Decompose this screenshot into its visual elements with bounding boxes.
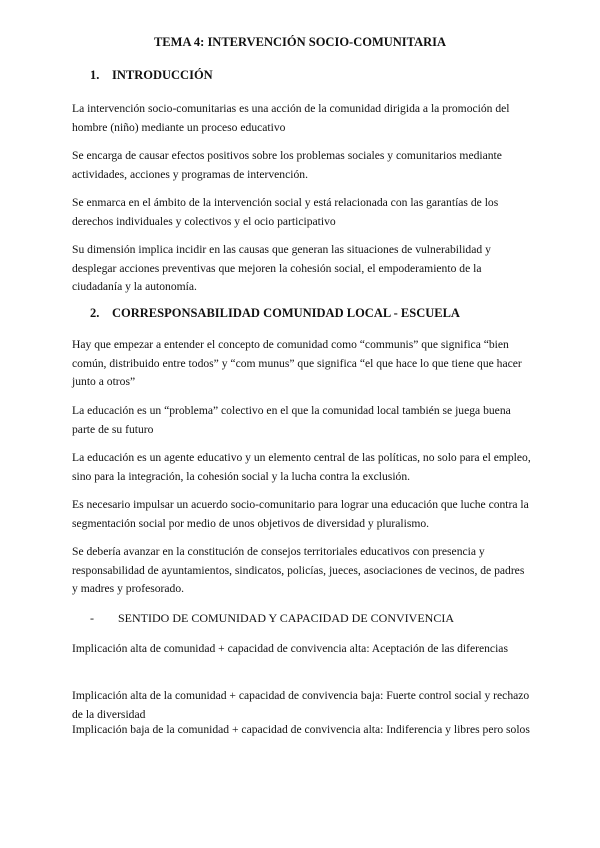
subsection-title: SENTIDO DE COMUNIDAD Y CAPACIDAD DE CONVIVENCIA bbox=[118, 611, 454, 625]
section-title: INTRODUCCIÓN bbox=[112, 68, 213, 82]
section-number: 2. bbox=[90, 306, 100, 320]
section-heading-corresponsabilidad bbox=[90, 306, 460, 321]
paragraph: La intervención socio-comunitarias es una acción de la comunidad dirigida a la promoción del hombre (niño) mediante un proceso educativo bbox=[72, 102, 510, 134]
paragraph: Es necesario impulsar un acuerdo socio-comunitario para lograr una educación que luche contra la segmentación social por medio de unos objetivos de diversidad y pluralismo. bbox=[72, 498, 529, 530]
subsection-heading bbox=[90, 611, 454, 626]
paragraph: La educación es un agente educativo y un elemento central de las políticas, no solo para el empleo, sino para la integración, la cohesión social y la lucha contra la exclusión. bbox=[72, 451, 531, 483]
document-title: TEMA 4: INTERVENCIÓN SOCIO-COMUNITARIA bbox=[153, 35, 447, 49]
bullet-dash: - bbox=[90, 611, 94, 625]
paragraph: Se debería avanzar en la constitución de consejos territoriales educativos con presencia y responsabilidad de ayuntamientos, sindicatos, policías, jueces, asociaciones de vecinos, de padres y madres y profesorado. bbox=[72, 545, 525, 595]
paragraph: Implicación baja de la comunidad + capacidad de convivencia alta: Indiferencia y libres pero solos bbox=[72, 723, 530, 736]
paragraph: Se encarga de causar efectos positivos sobre los problemas sociales y comunitarios mediante actividades, acciones y programas de intervención. bbox=[72, 149, 502, 181]
section-number: 1. bbox=[90, 68, 100, 82]
paragraph: Implicación alta de la comunidad + capacidad de convivencia baja: Fuerte control social y rechazo de la diversidad bbox=[72, 689, 530, 721]
paragraph: Hay que empezar a entender el concepto de comunidad como “communis” que significa “bien común, distribuido entre todos” y “com munus” que significa “el que hace lo que tiene que hacer junto a otros” bbox=[72, 338, 522, 388]
paragraph: La educación es un “problema” colectivo en el que la comunidad local también se juega buena parte de su futuro bbox=[72, 404, 511, 436]
section-title: CORRESPONSABILIDAD COMUNIDAD LOCAL - ESCUELA bbox=[112, 306, 460, 320]
paragraph: Su dimensión implica incidir en las causas que generan las situaciones de vulnerabilidad y desplegar acciones preventivas que mejoren la cohesión social, el empoderamiento de la ciudadanía y la autonomía. bbox=[72, 243, 491, 293]
paragraph: Se enmarca en el ámbito de la intervención social y está relacionada con las garantías de los derechos individuales y colectivos y el ocio participativo bbox=[72, 196, 499, 228]
section-heading-introduccion bbox=[90, 68, 213, 83]
paragraph: Implicación alta de comunidad + capacidad de convivencia alta: Aceptación de las diferencias bbox=[72, 642, 508, 655]
